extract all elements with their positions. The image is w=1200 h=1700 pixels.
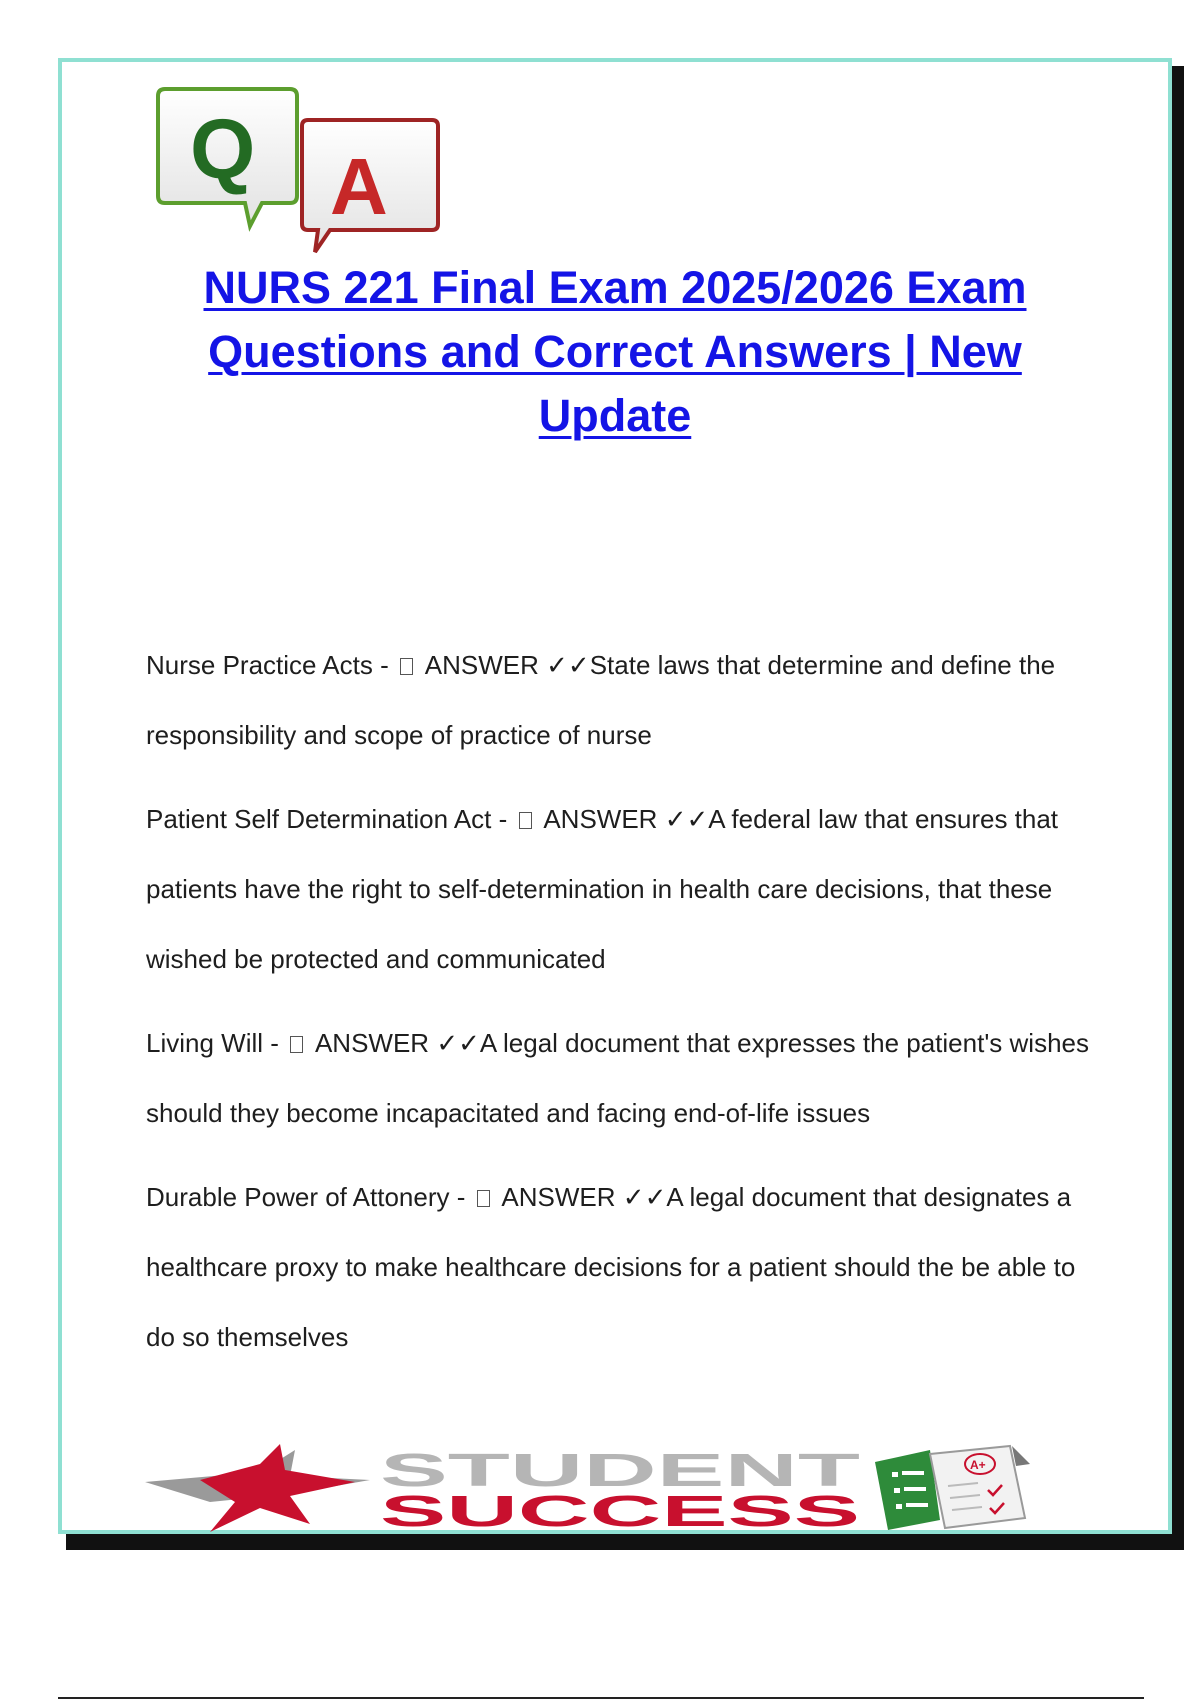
qa-entry: Patient Self Determination Act - ANSWER ✓✓A federal law that ensures that patients have the right to self-determination in health care decisions, that these wished be protected and communicated xyxy=(146,804,1059,974)
check-marks-icon: ✓✓ xyxy=(622,1182,667,1212)
a-bubble-icon xyxy=(302,120,438,252)
graded-paper-icon xyxy=(930,1446,1030,1528)
star-swoosh-icon xyxy=(145,1444,370,1532)
qa-entry: Durable Power of Attonery - ANSWER ✓✓A legal document that designates a healthcare proxy to make healthcare decisions for a patient should the be able to do so themselves xyxy=(146,1182,1076,1352)
check-marks-icon: ✓✓ xyxy=(664,804,709,834)
check-marks-icon: ✓✓ xyxy=(546,650,590,680)
qa-entry: Living Will - ANSWER ✓✓A legal document that expresses the patient's wishes should they become incapacitated and facing end-of-life issues xyxy=(146,1028,1089,1128)
spreadsheet-icon xyxy=(875,1450,940,1530)
grade-badge: A+ xyxy=(970,1458,986,1472)
entry-answer-label: ANSWER xyxy=(501,1182,616,1212)
entry-term: Patient Self Determination Act xyxy=(146,804,492,834)
entry-definition: A federal law that ensures that patients have the right to self-determination in health care decisions, that these wished be protected and communicated xyxy=(146,804,1059,974)
entry-term: Nurse Practice Acts xyxy=(146,650,373,680)
student-success-logo xyxy=(140,1442,1090,1534)
logo-word-student: STUDENT xyxy=(380,1444,860,1496)
qa-logo-icon xyxy=(150,86,450,258)
missing-glyph-icon xyxy=(400,658,413,675)
entry-answer-label: ANSWER xyxy=(543,804,658,834)
logo-letter-a: A xyxy=(330,142,388,231)
entry-answer-label: ANSWER xyxy=(424,650,539,680)
entry-term: Durable Power of Attonery xyxy=(146,1182,450,1212)
qa-entry-list xyxy=(146,630,1106,1386)
logo-letter-q: Q xyxy=(190,102,256,196)
entry-answer-label: ANSWER xyxy=(314,1028,430,1058)
missing-glyph-icon xyxy=(519,812,532,829)
q-bubble-icon xyxy=(158,89,297,226)
page-title[interactable]: NURS 221 Final Exam 2025/2026 Exam Questions and Correct Answers | New Update xyxy=(203,262,1027,441)
missing-glyph-icon xyxy=(290,1036,303,1053)
check-marks-icon: ✓✓ xyxy=(436,1028,480,1058)
entry-definition: A legal document that expresses the patient's wishes should they become incapacitated and facing end-of-life issues xyxy=(146,1028,1089,1128)
entry-term: Living Will xyxy=(146,1028,264,1058)
page-bottom-rule xyxy=(58,1697,1144,1699)
missing-glyph-icon xyxy=(477,1190,490,1207)
entry-definition: A legal document that designates a healthcare proxy to make healthcare decisions for a patient should the be able to do so themselves xyxy=(146,1182,1076,1352)
qa-entry: Nurse Practice Acts - ANSWER ✓✓State laws that determine and define the responsibility and scope of practice of nurse xyxy=(146,650,1056,750)
logo-word-success: SUCCESS xyxy=(380,1487,860,1534)
entry-definition: State laws that determine and define the responsibility and scope of practice of nurse xyxy=(146,650,1056,750)
